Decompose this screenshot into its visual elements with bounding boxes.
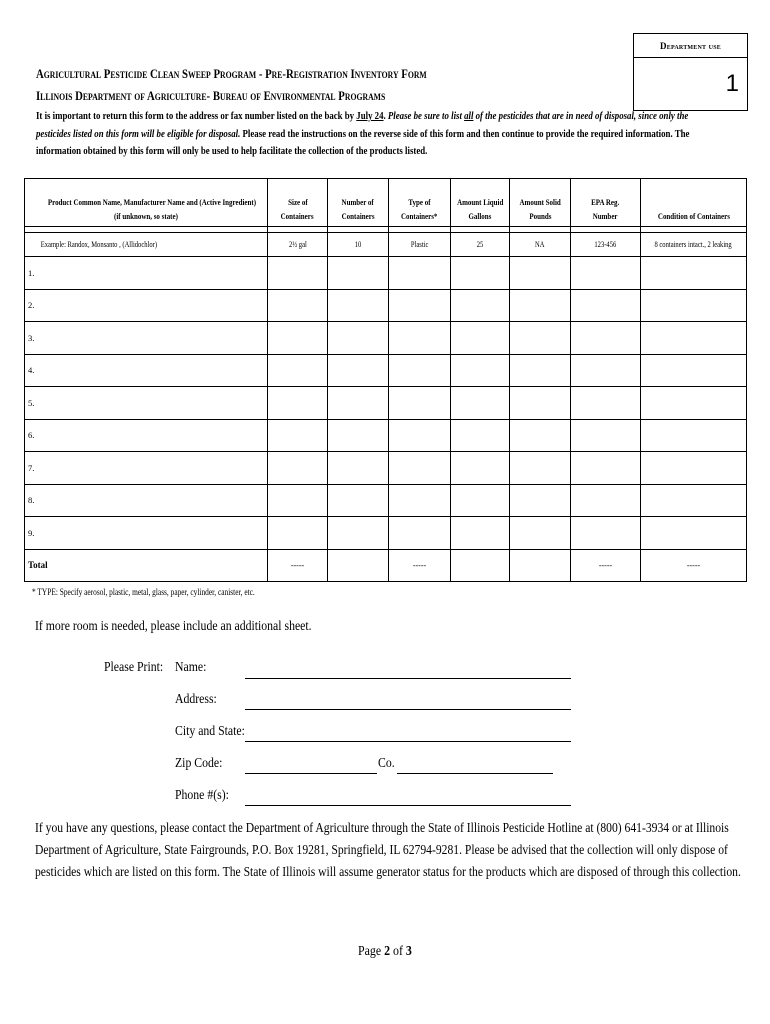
row-cell[interactable] — [389, 289, 451, 322]
row-cell[interactable] — [389, 322, 451, 355]
example-size-text: 2½ gal — [288, 240, 307, 249]
row-cell[interactable] — [641, 484, 747, 517]
row-cell[interactable] — [389, 387, 451, 420]
page-number — [358, 944, 412, 960]
row-cell[interactable] — [389, 257, 451, 290]
form-title: Agricultural Pesticide Clean Sweep Program - Pre-Registration Inventory Form — [36, 67, 427, 81]
header-solid-l1: Amount Solid — [519, 197, 561, 207]
total-liquid[interactable] — [451, 549, 510, 581]
row-number[interactable]: 2. — [25, 289, 268, 322]
phone-field[interactable] — [245, 805, 571, 806]
row-cell[interactable] — [451, 452, 510, 485]
form-subtitle: Illinois Department of Agriculture- Bureau of Environmental Programs — [36, 89, 386, 103]
table-row — [25, 452, 747, 485]
row-number[interactable]: 8. — [25, 484, 268, 517]
row-cell[interactable] — [328, 322, 389, 355]
contact-paragraph: If you have any questions, please contact the Department of Agriculture through the State of Illinois Pesticide Hotline at (800) 641-3934 or at Illinois Department of Agriculture, State Fairgrounds, P.O. Box 19281, Springfield, IL 62794-9281. Please be advised that the collection will only dispose of pesticides which are listed on this form. The State of Illinois will assume generator status for the products which are disposed of through this collection. — [35, 821, 741, 880]
row-cell[interactable] — [571, 452, 641, 485]
header-epa-l2: Number — [593, 211, 618, 221]
row-cell[interactable] — [328, 484, 389, 517]
row-cell[interactable] — [268, 387, 328, 420]
table-row — [25, 257, 747, 290]
row-cell[interactable] — [510, 289, 571, 322]
row-cell[interactable] — [268, 289, 328, 322]
example-type-text: Plastic — [410, 240, 429, 249]
row-cell[interactable] — [641, 354, 747, 387]
row-cell[interactable] — [451, 484, 510, 517]
county-field[interactable] — [397, 773, 553, 774]
row-cell[interactable] — [268, 257, 328, 290]
county-label: Co. — [378, 756, 395, 771]
row-cell[interactable] — [641, 452, 747, 485]
page-prefix: Page — [358, 944, 385, 959]
header-liquid — [451, 179, 510, 227]
page-total: 3 — [405, 944, 412, 959]
header-type-l2: Containers* — [401, 211, 438, 221]
department-use-box — [633, 33, 748, 111]
intro-part1: It is important to return this form to the address or fax number listed on the back by — [36, 111, 357, 122]
row-cell[interactable] — [389, 452, 451, 485]
row-cell[interactable] — [451, 257, 510, 290]
row-cell[interactable] — [571, 257, 641, 290]
phone-label: Phone #(s): — [175, 788, 229, 803]
row-cell[interactable] — [328, 289, 389, 322]
more-room-note: If more room is needed, please include an additional sheet. — [35, 619, 312, 634]
example-row — [25, 233, 747, 257]
row-cell[interactable] — [571, 484, 641, 517]
table-row — [25, 517, 747, 550]
row-cell[interactable] — [389, 354, 451, 387]
example-condition-text: 8 containers intact., 2 leaking — [654, 240, 733, 249]
header-size — [268, 179, 328, 227]
row-cell[interactable] — [571, 387, 641, 420]
header-liquid-l1: Amount Liquid — [456, 197, 504, 207]
total-type[interactable]: ----- — [389, 549, 451, 581]
header-type-l1: Type of — [408, 197, 431, 207]
address-label: Address: — [175, 692, 217, 707]
row-cell[interactable] — [571, 289, 641, 322]
header-liquid-l2: Gallons — [468, 211, 492, 221]
row-number[interactable]: 6. — [25, 419, 268, 452]
row-cell[interactable] — [510, 452, 571, 485]
example-product — [25, 233, 268, 257]
row-cell[interactable] — [451, 289, 510, 322]
total-size[interactable]: ----- — [268, 549, 328, 581]
zip-field[interactable] — [245, 773, 377, 774]
table-row — [25, 289, 747, 322]
type-footnote: * TYPE: Specify aerosol, plastic, metal, glass, paper, cylinder, canister, etc. — [32, 587, 255, 597]
department-use-number: 1 — [725, 70, 739, 97]
row-cell[interactable] — [510, 387, 571, 420]
total-label: Total — [25, 549, 268, 581]
row-cell[interactable] — [451, 387, 510, 420]
row-cell[interactable] — [571, 419, 641, 452]
row-cell[interactable] — [389, 484, 451, 517]
intro-part3: Please read the instructions on the reverse side of this form and then continue to provide the required information. The information obtained by this form will only be used to help facilitate the collection of the products listed. — [36, 128, 690, 157]
row-number[interactable]: 9. — [25, 517, 268, 550]
intro-part2: . — [383, 111, 388, 122]
department-use-label: Department use — [634, 34, 747, 58]
example-liquid — [451, 233, 510, 257]
example-number — [328, 233, 389, 257]
table-row — [25, 387, 747, 420]
example-liquid-text: 25 — [476, 240, 484, 249]
row-cell[interactable] — [328, 517, 389, 550]
table-row — [25, 354, 747, 387]
row-cell[interactable] — [268, 354, 328, 387]
row-cell[interactable] — [328, 419, 389, 452]
table-row — [25, 419, 747, 452]
example-epa-text: 123-456 — [594, 240, 617, 249]
intro-paragraph — [36, 108, 700, 161]
header-number-l2: Containers — [341, 211, 375, 221]
row-cell[interactable] — [451, 354, 510, 387]
row-cell[interactable] — [510, 354, 571, 387]
inventory-rows — [25, 257, 747, 550]
row-cell[interactable] — [641, 289, 747, 322]
row-number[interactable]: 3. — [25, 322, 268, 355]
zip-label: Zip Code: — [175, 756, 223, 771]
example-epa — [571, 233, 641, 257]
row-cell[interactable] — [389, 419, 451, 452]
total-solid[interactable] — [510, 549, 571, 581]
table-row — [25, 484, 747, 517]
name-field[interactable] — [245, 678, 571, 679]
header-size-l2: Containers — [281, 211, 314, 221]
header-epa-l1: EPA Reg. — [591, 197, 620, 207]
row-cell[interactable] — [641, 419, 747, 452]
row-cell[interactable] — [510, 257, 571, 290]
intro-italic-a: Please be sure to list — [387, 111, 465, 122]
row-number[interactable]: 7. — [25, 452, 268, 485]
example-solid — [510, 233, 571, 257]
header-type — [389, 179, 451, 227]
table-row — [25, 322, 747, 355]
example-number-text: 10 — [354, 240, 362, 249]
row-cell[interactable] — [451, 517, 510, 550]
header-number — [328, 179, 389, 227]
row-cell[interactable] — [328, 257, 389, 290]
row-cell[interactable] — [641, 387, 747, 420]
row-cell[interactable] — [641, 257, 747, 290]
header-solid-l2: Pounds — [528, 211, 552, 221]
intro-italic-all: all — [464, 111, 474, 122]
address-field[interactable] — [245, 709, 571, 710]
header-product-l2: (if unknown, so state) — [114, 211, 178, 221]
total-row — [25, 549, 747, 581]
row-cell[interactable] — [268, 322, 328, 355]
city-state-field[interactable] — [245, 741, 571, 742]
table-header-row — [25, 179, 747, 227]
example-product-text: Example: Randox, Monsanto , (Allidochlor) — [40, 240, 158, 249]
row-cell[interactable] — [641, 322, 747, 355]
total-condition[interactable]: ----- — [641, 549, 747, 581]
please-print-label: Please Print: — [104, 660, 164, 675]
row-cell[interactable] — [510, 484, 571, 517]
row-cell[interactable] — [328, 387, 389, 420]
row-cell[interactable] — [268, 517, 328, 550]
row-cell[interactable] — [268, 452, 328, 485]
row-cell[interactable] — [571, 517, 641, 550]
row-number[interactable]: 4. — [25, 354, 268, 387]
row-cell[interactable] — [641, 517, 747, 550]
name-label: Name: — [175, 660, 207, 675]
header-size-l1: Size of — [287, 197, 308, 207]
city-state-label: City and State: — [175, 724, 245, 739]
row-cell[interactable] — [510, 517, 571, 550]
total-epa[interactable]: ----- — [571, 549, 641, 581]
row-number[interactable]: 5. — [25, 387, 268, 420]
row-number[interactable]: 1. — [25, 257, 268, 290]
header-product-l1: Product Common Name, Manufacturer Name and (Active Ingredient) — [47, 197, 257, 207]
example-solid-text: NA — [535, 240, 545, 249]
row-cell[interactable] — [510, 322, 571, 355]
total-number[interactable] — [328, 549, 389, 581]
header-epa — [571, 179, 641, 227]
row-cell[interactable] — [389, 517, 451, 550]
page-current: 2 — [384, 944, 391, 959]
row-cell[interactable] — [571, 322, 641, 355]
header-condition — [641, 179, 747, 227]
row-cell[interactable] — [328, 354, 389, 387]
row-cell[interactable] — [451, 419, 510, 452]
inventory-table — [24, 178, 747, 582]
header-condition-l2: Condition of Containers — [657, 211, 730, 221]
intro-italic-b: of the pesticides that are in need of disposal, since only the pesticides listed on this form will be eligible for disposal. — [36, 111, 689, 140]
page-middle: of — [390, 944, 406, 959]
example-condition — [641, 233, 747, 257]
header-number-l1: Number of — [341, 197, 375, 207]
row-cell[interactable] — [510, 419, 571, 452]
row-cell[interactable] — [328, 452, 389, 485]
header-product — [25, 179, 268, 227]
intro-deadline: July 24 — [356, 111, 384, 122]
header-solid — [510, 179, 571, 227]
example-type — [389, 233, 451, 257]
row-cell[interactable] — [268, 419, 328, 452]
row-cell[interactable] — [451, 322, 510, 355]
row-cell[interactable] — [268, 484, 328, 517]
example-size — [268, 233, 328, 257]
row-cell[interactable] — [571, 354, 641, 387]
